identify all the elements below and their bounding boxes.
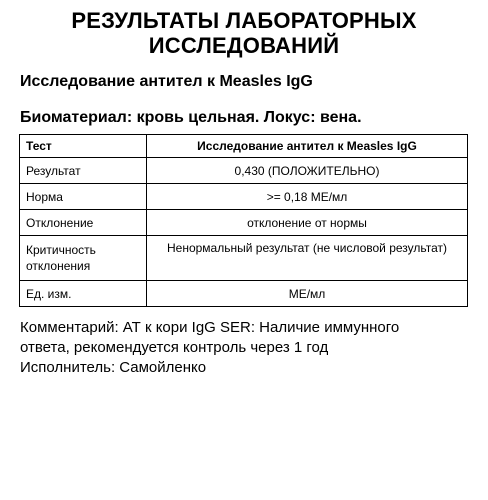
column-header-test: Тест [20,135,147,158]
row-label-result: Результат [20,158,147,184]
row-label-criticality-line-1: Критичность [26,243,96,257]
row-label-criticality [20,236,147,281]
table-row-norm [20,184,468,210]
row-label-unit: Ед. изм. [20,281,147,307]
row-value-result: 0,430 (ПОЛОЖИТЕЛЬНО) [147,158,468,184]
row-label-norm: Норма [20,184,147,210]
row-value-criticality: Ненормальный результат (не числовой результат) [147,236,468,281]
biomaterial-info: Биоматериал: кровь цельная. Локус: вена. [20,109,362,126]
table-row-result [20,158,468,184]
report-title-line-2: ИССЛЕДОВАНИЙ [148,33,340,58]
row-label-criticality-line-2: отклонения [26,259,91,273]
table-row-deviation [20,210,468,236]
comment-block [20,318,470,378]
table-row-unit [20,281,468,307]
table-row-criticality [20,236,468,281]
study-name: Исследование антител к Measles IgG [20,73,313,90]
table-header-row [20,135,468,158]
row-label-deviation: Отклонение [20,210,147,236]
report-title [0,8,488,58]
comment-line-1: Комментарий: АТ к кори IgG SER: Наличие иммунного [20,319,400,336]
results-table [19,134,468,307]
row-value-unit: МЕ/мл [147,281,468,307]
report-title-line-1: РЕЗУЛЬТАТЫ ЛАБОРАТОРНЫХ [71,8,417,33]
column-header-study: Исследование антител к Measles IgG [147,135,468,158]
row-value-norm: >= 0,18 МЕ/мл [147,184,468,210]
executor-line: Исполнитель: Самойленко [20,359,207,376]
comment-line-2: ответа, рекомендуется контроль через 1 год [20,339,329,356]
row-value-deviation: отклонение от нормы [147,210,468,236]
